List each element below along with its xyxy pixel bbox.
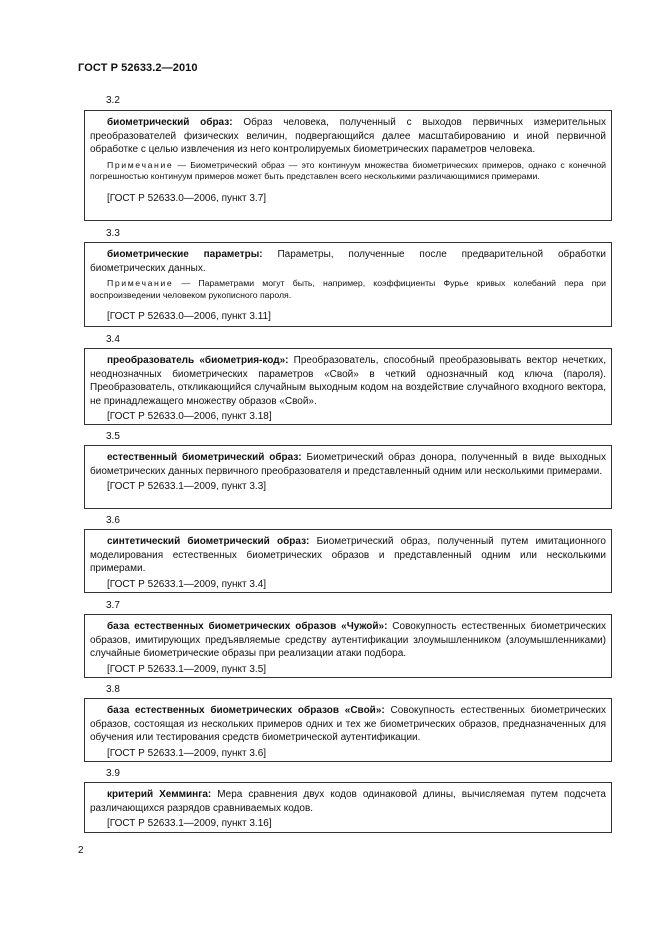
source-reference: [ГОСТ Р 52633.1—2009, пункт 3.6] <box>107 747 267 759</box>
definition-box-3-4 <box>84 348 612 425</box>
term: синтетический биометрический образ: <box>107 536 310 547</box>
term: биометрический образ: <box>107 117 233 128</box>
definition-box-3-6 <box>84 529 612 593</box>
definition-box-3-9 <box>84 782 612 833</box>
note-text: — Параметрами могут быть, например, коэффициенты Фурье кривых колебаний пера при воспроизведении человеком рукописного пароля. <box>90 278 606 300</box>
definition-paragraph <box>90 248 606 275</box>
clause-number-3-3: 3.3 <box>106 228 120 239</box>
definition-paragraph <box>90 788 606 815</box>
definition-text: Преобразователь, способный преобразовывать вектор нечетких, неоднозначных биометрических параметров «Свой» в четкий однозначный код ключа (пароля). Преобразователь, откликающийся случайным выходным кодом на воздействие случайного входного вектора, не принадлежащего множеству образов «Свой». <box>90 355 606 407</box>
note-text: — Биометрический образ — это континуум множества биометрических примеров, однако с конечной погрешностью континуум примеров может быть представлен всего несколькими различающимися примерами. <box>90 159 606 182</box>
definition-box-3-5 <box>84 445 612 509</box>
clause-number-3-2: 3.2 <box>106 95 120 106</box>
term: естественный биометрический образ: <box>107 452 302 463</box>
source-reference: [ГОСТ Р 52633.1—2009, пункт 3.3] <box>107 481 267 493</box>
note-paragraph <box>90 160 606 183</box>
definition-box-3-7 <box>84 614 612 678</box>
term: база естественных биометрических образов «Свой»: <box>107 705 385 716</box>
term: база естественных биометрических образов «Чужой»: <box>107 621 388 632</box>
definition-box-3-8 <box>84 698 612 762</box>
term: критерий Хемминга: <box>107 789 212 800</box>
definition-paragraph <box>90 116 606 157</box>
definition-paragraph <box>90 620 606 661</box>
definition-text: Совокупность естественных биометрических образов, состоящая из нескольких примеров одних и тех же биометрических образов, предназначенных для обучения или тестирования средств биометрической аутентификации. <box>90 705 607 744</box>
definition-text: Совокупность естественных биометрических образов, имитирующих предъявляемые средству аутентификации злоумышленником (злоумышленниками) случайные биометрические образы при реализации атаки подбора. <box>90 621 606 660</box>
source-reference: [ГОСТ Р 52633.0—2006, пункт 3.18] <box>107 411 272 423</box>
note-label: Примечание <box>107 278 174 289</box>
clause-number-3-7: 3.7 <box>106 600 120 611</box>
clause-number-3-5: 3.5 <box>106 431 120 442</box>
definition-box-3-3 <box>84 242 612 327</box>
definition-text: Мера сравнения двух кодов одинаковой длины, вычисляемая путем подсчета различающихся разрядов сравниваемых кодов. <box>90 789 606 814</box>
definition-text: Биометрический образ, полученный путем имитационного моделирования естественных биометрических образов и представленный одним или несколькими примерами. <box>90 536 606 575</box>
definition-text: Параметры, полученные после предварительной обработки биометрических данных. <box>90 249 606 274</box>
definition-paragraph <box>90 535 606 576</box>
clause-number-3-9: 3.9 <box>106 768 120 779</box>
definition-box-3-2 <box>84 110 612 221</box>
source-reference: [ГОСТ Р 52633.0—2006, пункт 3.7] <box>107 192 267 204</box>
document-header: ГОСТ Р 52633.2—2010 <box>78 62 198 74</box>
definition-paragraph <box>90 704 606 745</box>
source-reference: [ГОСТ Р 52633.1—2009, пункт 3.16] <box>107 818 272 830</box>
source-reference: [ГОСТ Р 52633.1—2009, пункт 3.5] <box>107 663 267 675</box>
note-paragraph <box>90 278 606 301</box>
clause-number-3-4: 3.4 <box>106 334 120 345</box>
term: преобразователь «биометрия-код»: <box>107 355 289 366</box>
page-number: 2 <box>78 845 84 856</box>
definition-paragraph <box>90 451 606 478</box>
clause-number-3-8: 3.8 <box>106 684 120 695</box>
source-reference: [ГОСТ Р 52633.1—2009, пункт 3.4] <box>107 578 267 590</box>
clause-number-3-6: 3.6 <box>106 515 120 526</box>
source-reference: [ГОСТ Р 52633.0—2006, пункт 3.11] <box>107 311 271 323</box>
definition-text: Биометрический образ донора, полученный в виде выходных биометрических данных первичного преобразователя и представленный одним или несколькими примерами. <box>90 452 606 477</box>
note-label: Примечание <box>107 159 174 170</box>
definition-paragraph <box>90 354 606 408</box>
definition-text: Образ человека, полученный с выходов первичных измерительных преобразователей физических величин, подвергающийся далее масштабированию и иной первичной обработке с целью извлечения из него контролируемых биометрических параметров человека. <box>90 117 606 156</box>
term: биометрические параметры: <box>107 249 263 260</box>
